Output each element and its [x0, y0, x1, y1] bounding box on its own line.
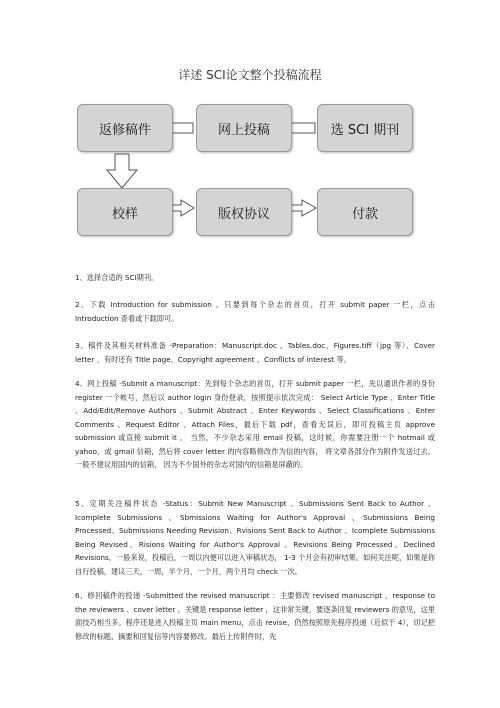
arrow-right-icon — [172, 200, 194, 216]
box-online-submission: 网上投稿 — [196, 104, 292, 152]
paragraph-1: 1、选择合适的 SCI期刊。 — [75, 273, 159, 282]
paragraph-4: 4、网上投稿 -Submit a manuscript：先到每个杂志的首页，打开 submit paper 一栏，先以通讯作者的身份 register 一个帐号，然后以 author login 身份登录，按照提示依次完成： Select Article Type 、Enter Title 、Add/Edit/Remove Authors 、Submit Abstract 、Enter Keywords 、Select Classifications 、Enter Comments 、Request Editor 、Attach Files，最后下载 pdf，查看无误后，即可投稿主页 approve submission 或直接 submit it 。 当然，不少杂志采用 email 投稿，这时候，你需要注册一个 hotmail 或 yahoo，或 gmail 信箱，然后将 cover letter 的内容略修改作为信的内容， 将文章各部分作为附件发送过去。 一般不建议用国内的信箱， 因为不少国外的杂志对国内的信箱是屏蔽的。 — [75, 379, 435, 469]
box-proofs: 校样 — [77, 188, 173, 236]
box-select-journal: 选 SCI 期刊 — [317, 104, 413, 152]
box-payment: 付款 — [317, 188, 413, 236]
arrow-right-icon — [290, 200, 316, 216]
box-copyright-agreement: 版权协议 — [196, 188, 292, 236]
paragraph-3: 3、稿件及其相关材料准备 -Preparation：Manuscript.doc 、Tables.doc、Figures.tiff（jpg 等）、Cover letter ，有时还有 Title page、Copyright agreement 、Conflicts of interest 等。 — [75, 341, 435, 364]
arrow-down-icon — [107, 154, 137, 188]
box-revise-manuscript: 返修稿件 — [77, 104, 173, 152]
paragraph-2: 2、下载 Introduction for submission 。只要到每个杂志的首页，打开 submit paper 一栏，点击 Introduction 查看或下载即可。 — [75, 300, 435, 323]
flow-diagram — [0, 0, 500, 250]
page-title: 详述 SCI论文整个投稿流程 — [178, 68, 322, 82]
paragraph-6: 6、修回稿件的投递 -Submitted the revised manuscript ：主要修改 revised manuscript 、response to the reviewers 、cover letter ，关键是 response letter ，这非常关键，要逐条回复 reviewers 的意见，这里面技巧相当多。程序还是进入投稿主页 main menu，点击 revise，仍然按照原先程序投递（近似于 4），切记把修改的标题、摘要和回复信等内容要修改。最后上传附件时，先 — [75, 591, 435, 641]
paragraph-5: 5、定期关注稿件状态 -Status：Submit New Manuscript 、Submissions Sent Back to Author 、Icomplete Submissions 、Sbmissions Waiting for Author's Approval 、Submissions Being Processed、Submissions Needing Revision、Rvisions Sent Back to Author 、Icomplete Submissions Being Revised、Risions Waiting for Author's Approval 、Revisions Being Processed、Declined Revisions。一般来说，投稿后，一周以内便可以进入审稿状态， 1-3 个月会有初审结果。如何关注呢，如果是你自行投稿，建议三天，一周，半个月，一个月，两个月均 check 一次。 — [75, 499, 435, 576]
